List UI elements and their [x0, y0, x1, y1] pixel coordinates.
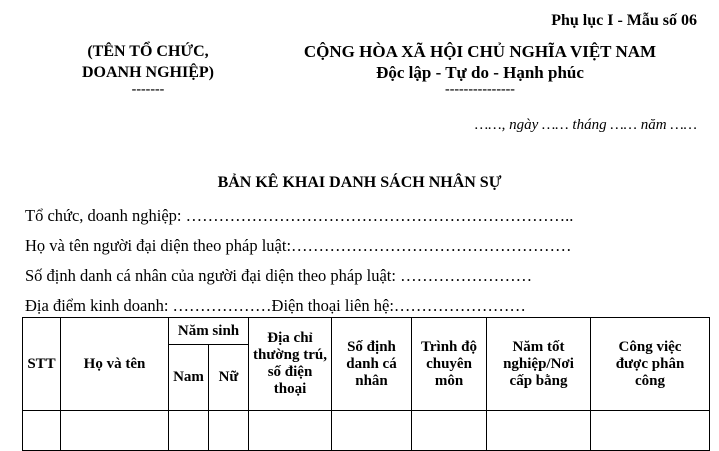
table-cell [61, 411, 169, 451]
header-assigned-job: Công việc được phân công [591, 318, 710, 411]
table-cell [332, 411, 412, 451]
document-title: BẢN KÊ KHAI DANH SÁCH NHÂN SỰ [217, 174, 502, 191]
nation-name: CỘNG HÒA XÃ HỘI CHỦ NGHĨA VIỆT NAM [303, 42, 657, 61]
table-cell [23, 411, 61, 451]
header-qualification: Trình độ chuyên môn [412, 318, 487, 411]
header-name: Họ và tên [61, 318, 169, 411]
table-cell [209, 411, 249, 451]
org-line-1: (TÊN TỔ CHỨC, [87, 43, 209, 60]
national-heading [280, 41, 680, 83]
location-phone-field: Địa điểm kinh doanh: ………………Điện thoại liên hệ:…………………… [25, 296, 526, 315]
nation-motto: Độc lập - Tự do - Hạnh phúc [376, 63, 584, 82]
organization-field: Tổ chức, doanh nghiệp: …………………………………………………………….. [25, 206, 574, 225]
table-cell [591, 411, 710, 451]
personnel-table [22, 317, 710, 451]
header-female: Nữ [209, 345, 249, 411]
id-number-field: Số định danh cá nhân của người đại diện theo pháp luật: …………………… [25, 266, 533, 285]
annex-label: Phụ lục I - Mẫu số 06 [551, 12, 697, 29]
header-id-number: Số định danh cá nhân [332, 318, 412, 411]
table-cell [169, 411, 209, 451]
header-stt: STT [23, 318, 61, 411]
table-row [23, 411, 710, 451]
org-line-2: DOANH NGHIỆP) [82, 64, 214, 81]
org-divider: ------- [131, 82, 165, 97]
table-cell [249, 411, 332, 451]
header-birth-year: Năm sinh [169, 318, 249, 345]
header-male: Nam [169, 345, 209, 411]
organization-placeholder [48, 41, 248, 83]
nation-divider: --------------- [445, 82, 515, 97]
representative-field: Họ và tên người đại diện theo pháp luật:…………………………………………… [25, 236, 572, 255]
table-cell [412, 411, 487, 451]
header-address: Địa chỉ thường trú, số điện thoại [249, 318, 332, 411]
header-graduation: Năm tốt nghiệp/Nơi cấp bằng [487, 318, 591, 411]
date-line: ……, ngày …… tháng …… năm …… [474, 117, 697, 133]
table-cell [487, 411, 591, 451]
